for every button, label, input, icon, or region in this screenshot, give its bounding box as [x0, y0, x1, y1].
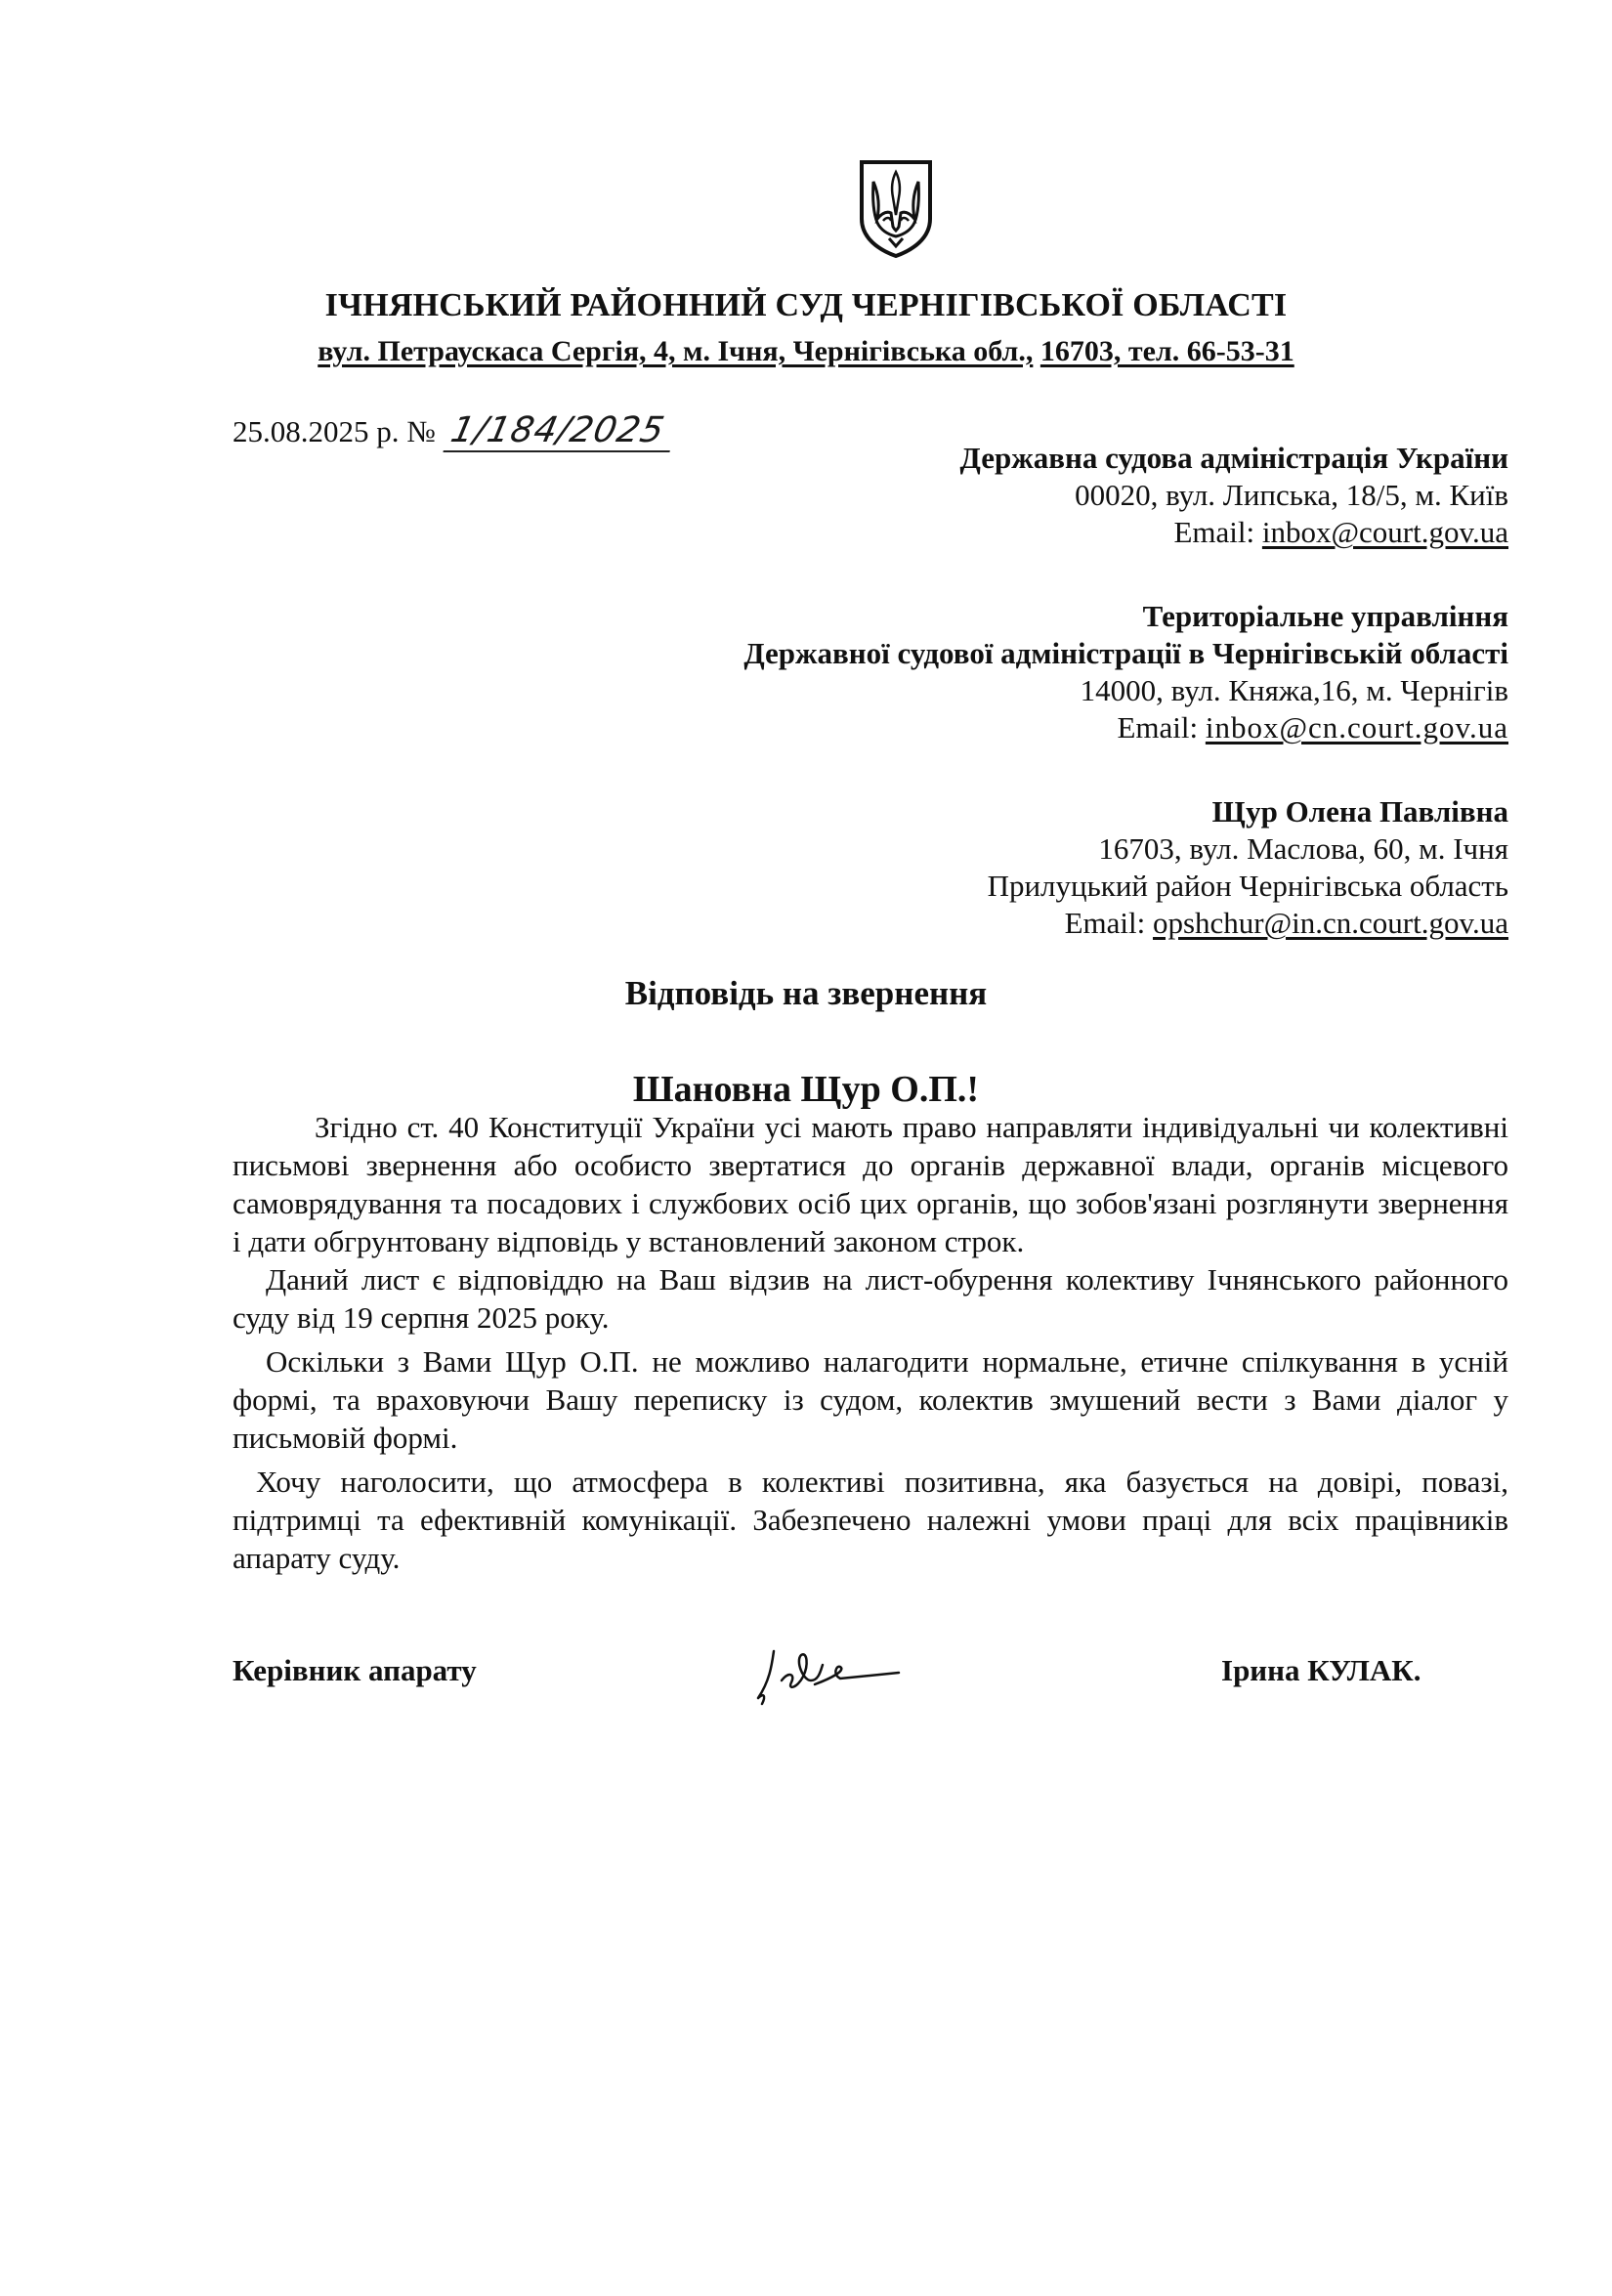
- recipient: [336, 793, 1508, 942]
- recipient-email-link[interactable]: inbox@cn.court.gov.ua: [1205, 710, 1508, 744]
- recipient-email-line: [336, 905, 1508, 942]
- recipient-name: Щур Олена Павлівна: [1211, 794, 1508, 829]
- document-title: Відповідь на звернення: [624, 974, 988, 1012]
- recipient-address: 00020, вул. Липська, 18/5, м. Київ: [1075, 478, 1508, 512]
- recipient-email-link[interactable]: opshchur@in.cn.court.gov.ua: [1152, 906, 1508, 940]
- court-address-street: вул. Петраускаса Сергія, 4, м. Ічня, Чернігівська обл.,: [318, 335, 1034, 367]
- court-name: ІЧНЯНСЬКИЙ РАЙОННИЙ СУД ЧЕРНІГІВСЬКОЇ ОБЛАСТІ: [324, 287, 1288, 323]
- outgoing-number: 1/184/2025: [443, 410, 678, 452]
- signatory-name: Ірина КУЛАК.: [1221, 1653, 1421, 1687]
- handwritten-signature: [752, 1641, 909, 1710]
- recipient-org: Державна судова адміністрація України: [959, 441, 1508, 475]
- trident-coat-of-arms-icon: [856, 158, 936, 258]
- recipient-email-line: [336, 709, 1508, 746]
- recipients-block: [336, 440, 1508, 942]
- recipient-org-line2: Державної судової адміністрації в Чернігівській області: [743, 636, 1508, 670]
- email-label: Email:: [1173, 515, 1255, 549]
- salutation: Шановна Щур О.П.!: [632, 1069, 980, 1110]
- letter-body: [233, 1108, 1508, 1577]
- court-address: [0, 335, 1612, 368]
- body-paragraph: Хочу наголосити, що атмосфера в колективі позитивна, яка базується на довірі, повазі, підтримці та ефективній комунікації. Забезпечено належні умови праці для всіх працівників апарату суду.: [233, 1465, 1508, 1575]
- body-paragraph: Даний лист є відповіддю на Ваш відзив на лист-обурення колективу Ічнянського районного суду від 19 серпня 2025 року.: [233, 1262, 1508, 1335]
- recipient-email-link[interactable]: inbox@court.gov.ua: [1261, 515, 1508, 549]
- email-label: Email:: [1064, 906, 1146, 940]
- court-address-phone: 16703, тел. 66-53-31: [1039, 335, 1294, 367]
- recipient-org: Територіальне управління: [1142, 599, 1508, 633]
- email-label: Email:: [1117, 710, 1199, 744]
- date-prefix: 25.08.2025 р. №: [233, 414, 436, 448]
- recipient: [336, 440, 1508, 551]
- recipient: [336, 598, 1508, 746]
- body-paragraph: Оскільки з Вами Щур О.П. не можливо налагодити нормальне, етичне спілкування в усній формі, та враховуючи Вашу переписку із судом, колектив змушений вести з Вами діалог у письмовій формі.: [233, 1344, 1508, 1455]
- recipient-email-line: [336, 514, 1508, 551]
- recipient-address: 16703, вул. Маслова, 60, м. Ічня: [1098, 831, 1508, 866]
- signatory-role: Керівник апарату: [233, 1653, 477, 1687]
- recipient-address: 14000, вул. Княжа,16, м. Чернігів: [1080, 673, 1508, 707]
- body-paragraph: Згідно ст. 40 Конституції України усі мають право направляти індивідуальні чи колективні письмові звернення або особисто звертатися до органів державної влади, органів місцевого самоврядування та посадових і службових осіб цих органів, що зобов'язані розглянути звернення і дати обгрунтовану відповідь у встановлений законом строк.: [233, 1110, 1508, 1258]
- recipient-region: Прилуцький район Чернігівська область: [987, 869, 1508, 903]
